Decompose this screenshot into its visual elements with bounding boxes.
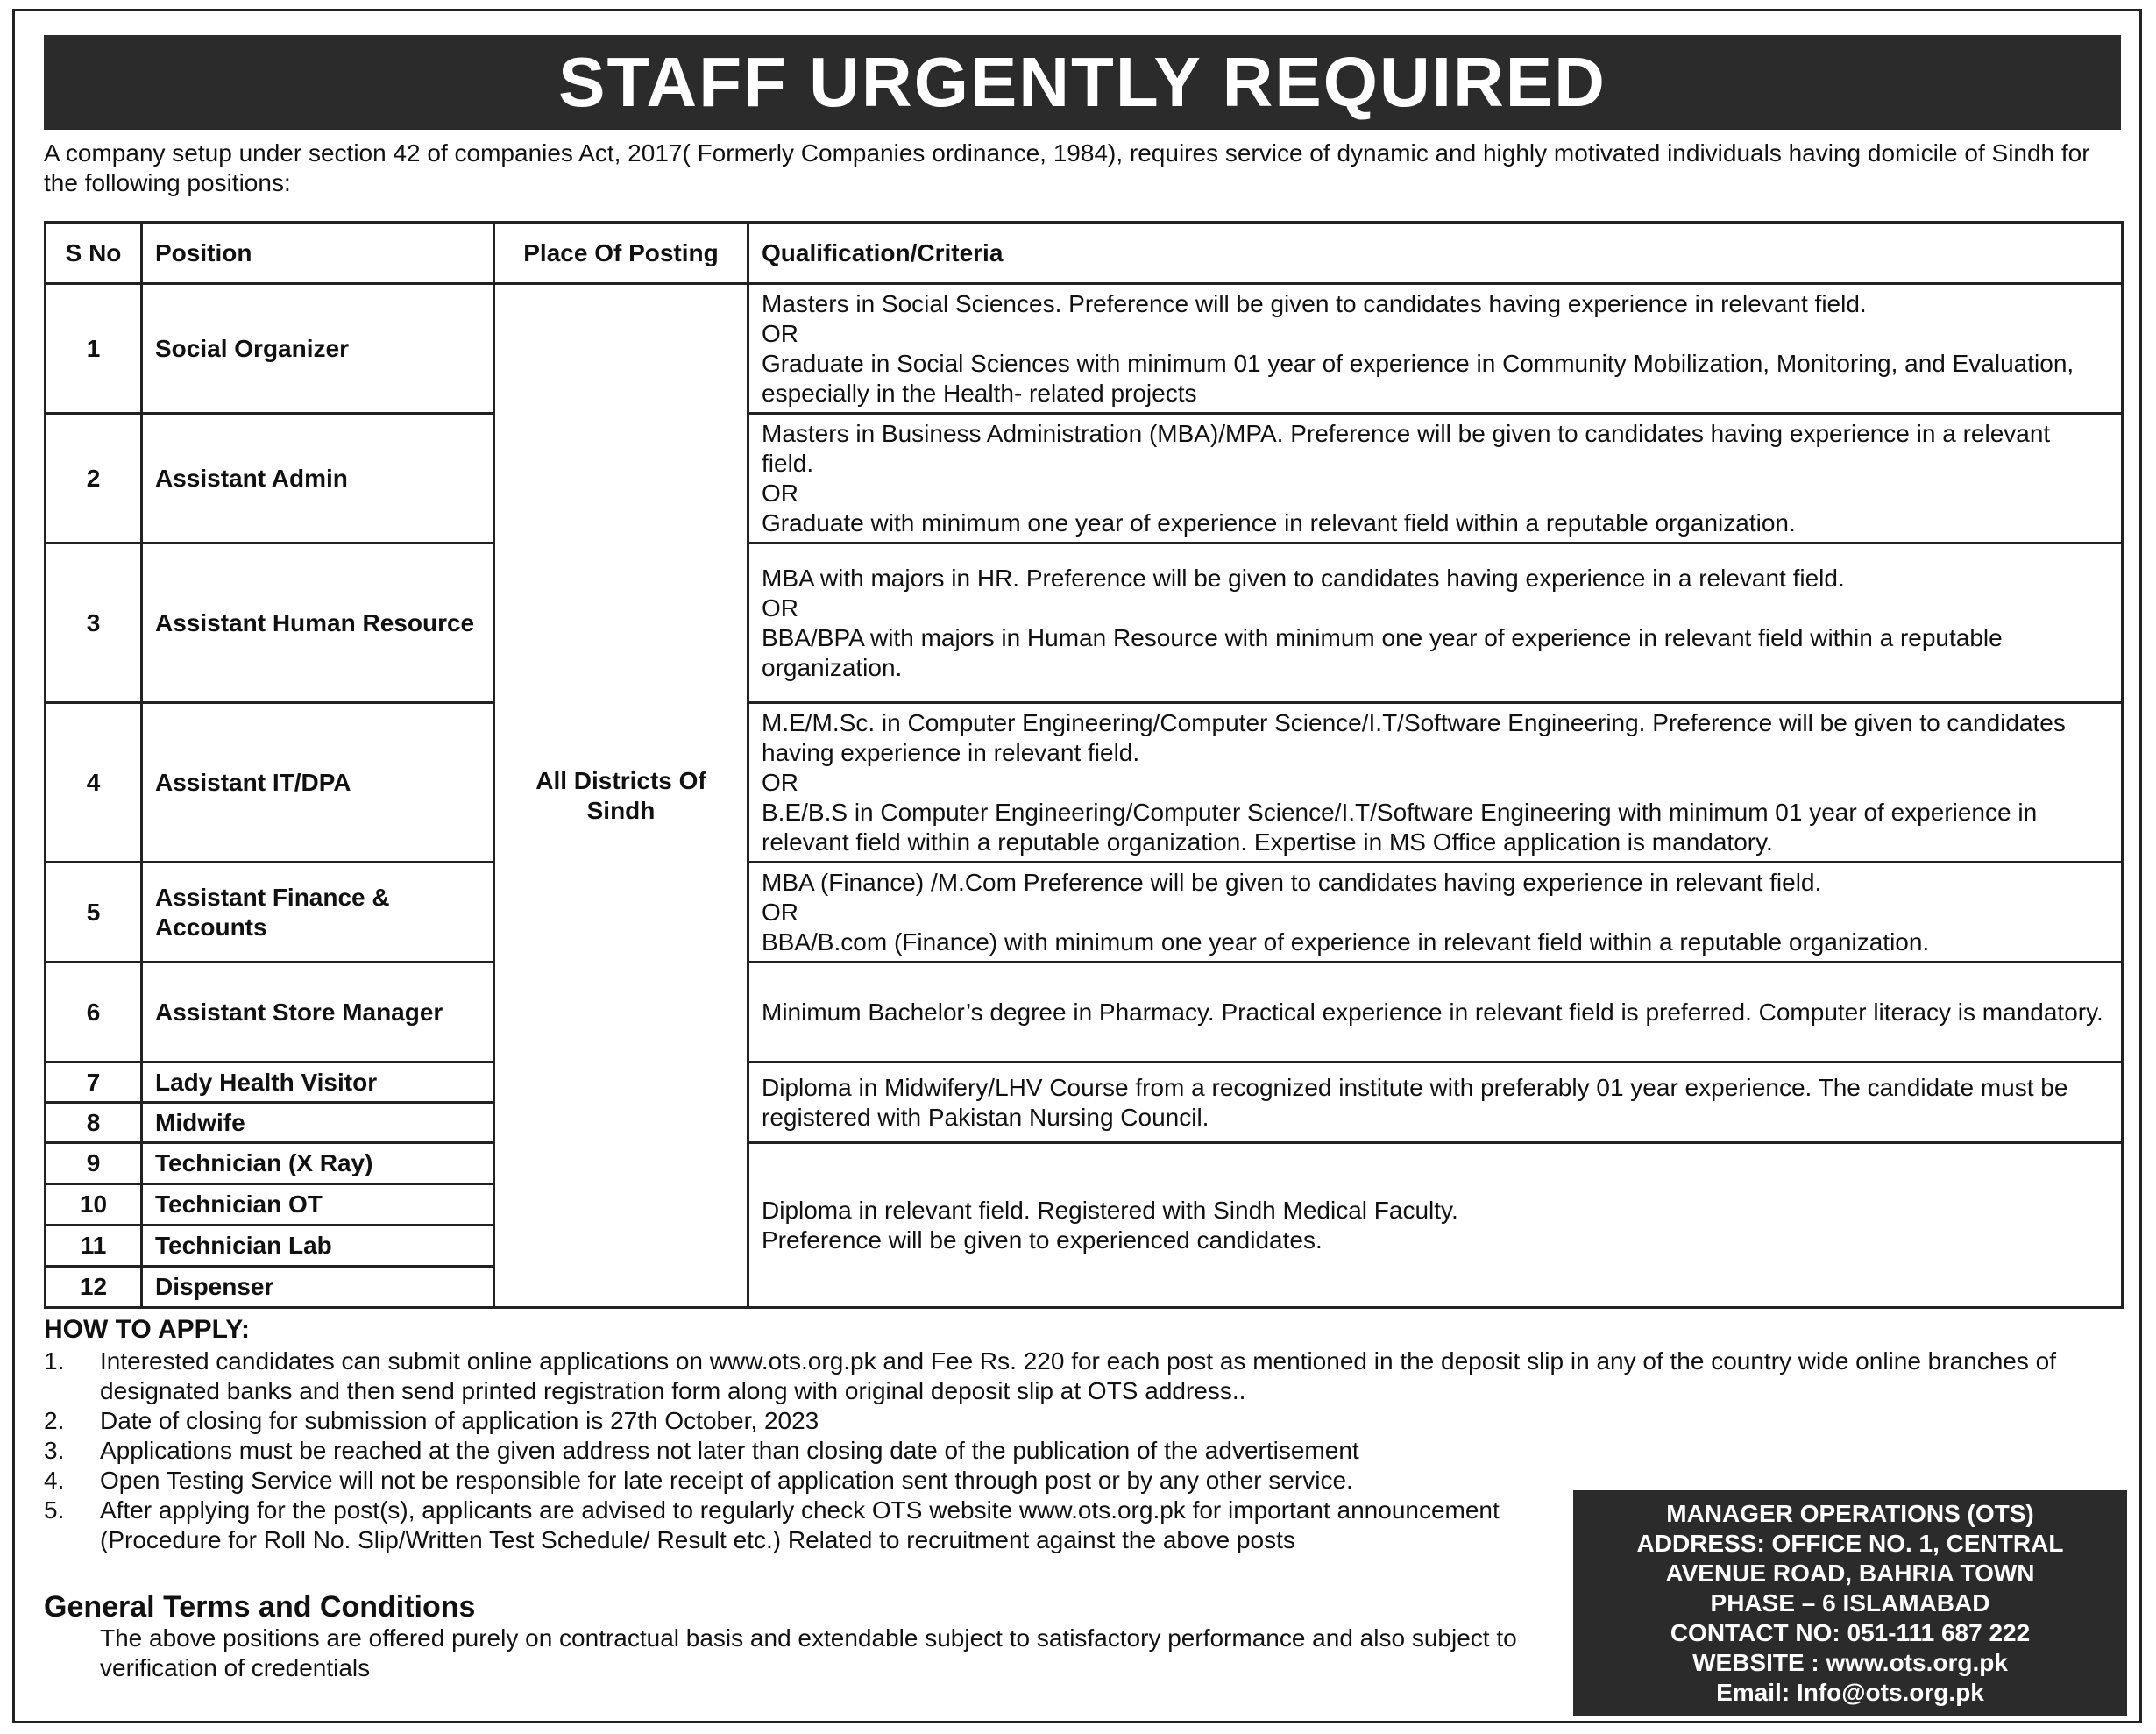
- row-sno: 3: [46, 544, 142, 703]
- row-position: Dispenser: [142, 1267, 494, 1308]
- qualification-line: BBA/BPA with majors in Human Resource with minimum one year of experience in relevant field within a reputable organization.: [762, 623, 2003, 681]
- qualification-line: B.E/B.S in Computer Engineering/Computer Science/I.T/Software Engineering with minimum 01 year of experience in relevant field within a reputable organization. Expertise in MS Office application is mandatory.: [762, 798, 2038, 856]
- qualification-cell: [748, 544, 2123, 703]
- row-position: Assistant Human Resource: [142, 544, 494, 703]
- table-row: [46, 963, 2123, 1062]
- qualification-cell: [748, 1143, 2123, 1308]
- table-header-row: [46, 223, 2123, 284]
- row-sno: 6: [46, 963, 142, 1062]
- terms-text: The above positions are offered purely on contractual basis and extendable subject to satisfactory performance and also subject to verification of credentials: [100, 1624, 1517, 1681]
- row-position: Assistant Finance & Accounts: [142, 863, 494, 963]
- qualification-cell: [748, 963, 2123, 1062]
- qualification-or: OR: [762, 479, 798, 507]
- step-text: Open Testing Service will not be responsible for late receipt of application sent through post or by any other service.: [100, 1467, 1353, 1494]
- list-item: [44, 1436, 2125, 1466]
- contact-website: WEBSITE : www.ots.org.pk: [1692, 1649, 2008, 1676]
- step-text: Applications must be reached at the given address not later than closing date of the publication of the advertisement: [100, 1437, 1359, 1464]
- contact-address-line: PHASE – 6 ISLAMABAD: [1710, 1589, 1990, 1617]
- table-row: [46, 703, 2123, 863]
- row-sno: 1: [46, 284, 142, 414]
- qualification-cell: [748, 284, 2123, 414]
- positions-table: [44, 221, 2124, 1309]
- qualification-line: MBA (Finance) /M.Com Preference will be given to candidates having experience in relevant field.: [762, 868, 1822, 896]
- qualification-line: Masters in Business Administration (MBA)/MPA. Preference will be given to candidates having experience in a relevant field.: [762, 419, 2051, 477]
- step-text: After applying for the post(s), applicants are advised to regularly check OTS website www.ots.org.pk for important announcement (Procedure for Roll No. Slip/Written Test Schedule/ Result etc.) Related to recruitment against the above posts: [100, 1496, 1500, 1553]
- qualification-or: OR: [762, 898, 798, 926]
- contact-phone: CONTACT NO: 051-111 687 222: [1670, 1619, 2031, 1646]
- qualification-line: Diploma in relevant field. Registered with Sindh Medical Faculty.: [762, 1196, 1458, 1224]
- table-row: [46, 414, 2123, 544]
- row-position: Technician (X Ray): [142, 1143, 494, 1184]
- qualification-line: Preference will be given to experienced candidates.: [762, 1226, 1323, 1254]
- contact-address-line: AVENUE ROAD, BAHRIA TOWN: [1665, 1560, 2035, 1587]
- step-number: 4.: [44, 1467, 65, 1494]
- terms-heading: General Terms and Conditions: [44, 1590, 476, 1624]
- qualification-cell: [748, 1062, 2123, 1143]
- qualification-line: Diploma in Midwifery/LHV Course from a recognized institute with preferably 01 year experience. The candidate must be registered with Pakistan Nursing Council.: [762, 1073, 2068, 1131]
- qualification-cell: [748, 414, 2123, 544]
- step-number: 1.: [44, 1347, 65, 1375]
- contact-box: [1573, 1490, 2127, 1716]
- row-position: Assistant Admin: [142, 414, 494, 544]
- qualification-line: Graduate in Social Sciences with minimum 01 year of experience in Community Mobilization, Monitoring, and Evaluation, especially in the Health- related projects: [762, 349, 2074, 407]
- table-row: [46, 863, 2123, 963]
- row-position: Assistant IT/DPA: [142, 703, 494, 863]
- table-row: [46, 1143, 2123, 1184]
- row-sno: 2: [46, 414, 142, 544]
- qualification-line: Minimum Bachelor’s degree in Pharmacy. Practical experience in relevant field is preferred. Computer literacy is mandatory.: [762, 998, 2103, 1026]
- step-number: 5.: [44, 1496, 65, 1524]
- header-place: Place Of Posting: [494, 223, 748, 284]
- header-position: Position: [142, 223, 494, 284]
- intro-paragraph: A company setup under section 42 of companies Act, 2017( Formerly Companies ordinance, 1984), requires service of dynamic and highly motivated individuals having domicile of Sindh for the following positions:: [44, 139, 2090, 196]
- row-sno: 4: [46, 703, 142, 863]
- table-row: [46, 1062, 2123, 1103]
- step-text: Date of closing for submission of application is 27th October, 2023: [100, 1407, 819, 1434]
- header-sno: S No: [46, 223, 142, 284]
- step-number: 2.: [44, 1407, 65, 1434]
- row-position: Midwife: [142, 1103, 494, 1143]
- contact-title: MANAGER OPERATIONS (OTS): [1666, 1500, 2034, 1527]
- qualification-cell: [748, 863, 2123, 963]
- qualification-line: MBA with majors in HR. Preference will be given to candidates having experience in a relevant field.: [762, 564, 1845, 592]
- header-qualification: Qualification/Criteria: [748, 223, 2123, 284]
- row-sno: 5: [46, 863, 142, 963]
- table-row: [46, 284, 2123, 414]
- row-sno: 12: [46, 1267, 142, 1308]
- qualification-or: OR: [762, 768, 798, 796]
- qualification-line: M.E/M.Sc. in Computer Engineering/Computer Science/I.T/Software Engineering. Preference will be given to candidates having experience in relevant field.: [762, 708, 2066, 766]
- row-position: Lady Health Visitor: [142, 1062, 494, 1103]
- row-position: Technician Lab: [142, 1226, 494, 1267]
- row-sno: 9: [46, 1143, 142, 1184]
- row-position: Social Organizer: [142, 284, 494, 414]
- qualification-cell: [748, 703, 2123, 863]
- how-to-apply-heading: HOW TO APPLY:: [44, 1315, 251, 1344]
- row-position: Technician OT: [142, 1184, 494, 1226]
- step-number: 3.: [44, 1437, 65, 1464]
- headline-banner: STAFF URGENTLY REQUIRED: [44, 35, 2121, 130]
- qualification-line: Graduate with minimum one year of experience in relevant field within a reputable organization.: [762, 508, 1796, 537]
- list-item: [44, 1347, 2125, 1406]
- list-item: [44, 1406, 2125, 1436]
- qualification-or: OR: [762, 319, 798, 347]
- contact-email: Email: Info@ots.org.pk: [1716, 1679, 1984, 1706]
- list-item: [44, 1496, 1607, 1555]
- qualification-line: Masters in Social Sciences. Preference will be given to candidates having experience in relevant field.: [762, 289, 1867, 317]
- table-row: [46, 544, 2123, 703]
- row-sno: 10: [46, 1184, 142, 1226]
- qualification-line: BBA/B.com (Finance) with minimum one year of experience in relevant field within a reputable organization.: [762, 927, 1930, 956]
- row-sno: 8: [46, 1103, 142, 1143]
- row-sno: 11: [46, 1226, 142, 1267]
- list-item: [44, 1466, 1607, 1496]
- qualification-or: OR: [762, 593, 798, 622]
- place-of-posting: All Districts Of Sindh: [494, 284, 748, 1308]
- row-position: Assistant Store Manager: [142, 963, 494, 1062]
- row-sno: 7: [46, 1062, 142, 1103]
- step-text: Interested candidates can submit online applications on www.ots.org.pk and Fee Rs. 220 for each post as mentioned in the deposit slip in any of the country wide online branches of designated banks and then send printed registration form along with original deposit slip at OTS address..: [100, 1347, 2057, 1404]
- contact-address-line: ADDRESS: OFFICE NO. 1, CENTRAL: [1636, 1530, 2064, 1557]
